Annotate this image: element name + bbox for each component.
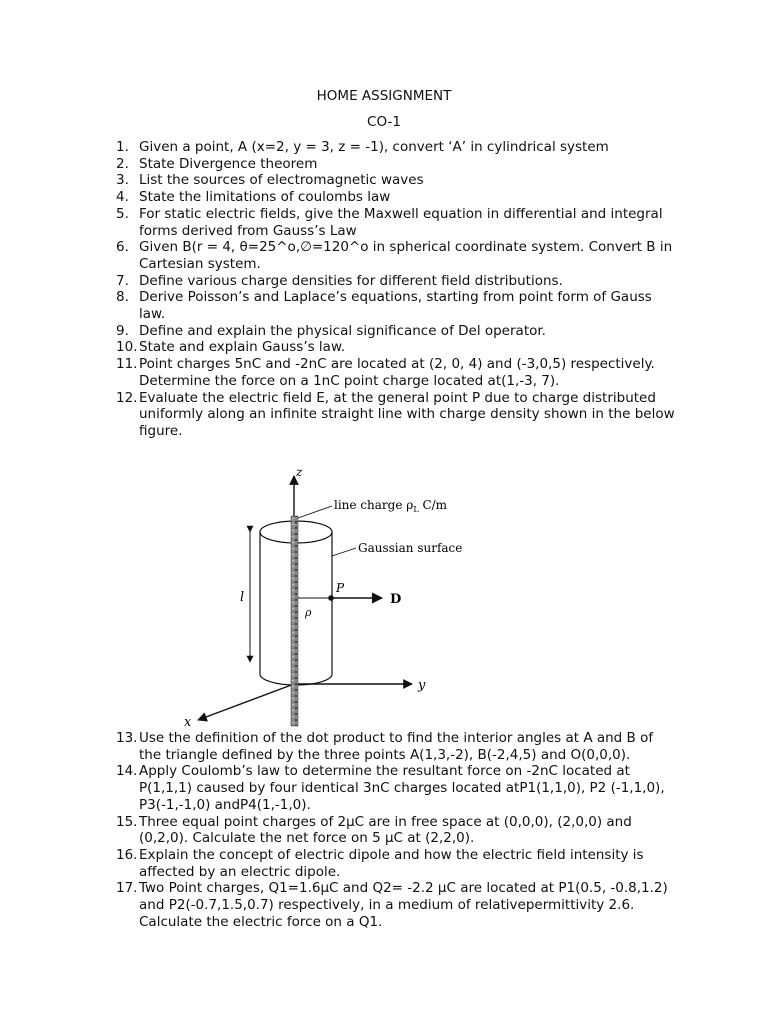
question-number: 11. xyxy=(116,356,138,373)
question-text: Evaluate the electric field E, at the general point P due to charge distributed uniformly along an infinite straight line with charge density shown in the below figure. xyxy=(139,389,675,439)
question-number: 3. xyxy=(116,172,129,189)
question-number: 8. xyxy=(116,289,129,306)
question-number: 16. xyxy=(116,846,138,863)
question-item xyxy=(116,323,676,340)
line-charge-figure xyxy=(180,466,480,730)
question-number: 12. xyxy=(116,389,138,406)
question-text: State the limitations of coulombs law xyxy=(139,189,391,206)
question-item xyxy=(116,390,676,440)
question-list-part2 xyxy=(116,730,676,930)
question-list-part1 xyxy=(116,139,676,440)
question-number: 13. xyxy=(116,730,138,746)
question-text: Point charges 5nC and -2nC are located at (2, 0, 4) and (-3,0,5) respectively. Determine the force on a 1nC point charge located at(1,-3, 7). xyxy=(139,356,655,389)
question-text: Given a point, A (x=2, y = 3, z = -1), convert ‘A’ in cylindrical system xyxy=(139,139,609,155)
question-number: 14. xyxy=(116,763,138,780)
question-item xyxy=(116,172,676,189)
z-label: z xyxy=(296,466,303,479)
question-item xyxy=(116,273,676,290)
question-text: Derive Poisson’s and Laplace’s equations, starting from point form of Gauss law. xyxy=(139,289,652,323)
question-text: Three equal point charges of 2µC are in free space at (0,0,0), (2,0,0) and (0,2,0). Calculate the net force on 5 µC at (2,2,0). xyxy=(139,813,632,847)
question-text: State Divergence theorem xyxy=(139,155,318,172)
question-text: Define various charge densities for different field distributions. xyxy=(139,272,563,289)
question-item xyxy=(116,156,676,173)
question-number: 9. xyxy=(116,322,129,339)
question-number: 6. xyxy=(116,239,129,256)
question-number: 4. xyxy=(116,189,129,206)
question-item xyxy=(116,847,676,880)
l-label: l xyxy=(240,590,245,605)
question-item xyxy=(116,880,676,930)
p-label: P xyxy=(336,581,345,595)
question-item xyxy=(116,356,676,389)
question-text: Apply Coulomb’s law to determine the resultant force on -2nC located at P(1,1,1) caused by four identical 3nC charges located atP1(1,1,0), P2 (-1,1,0), P3(-1,-1,0) andP4(1,-1,0). xyxy=(139,763,665,813)
question-item xyxy=(116,289,676,322)
question-text: Use the definition of the dot product to find the interior angles at A and B of the triangle defined by the three points A(1,3,-2), B(-2,4,5) and O(0,0,0). xyxy=(139,730,654,763)
gaussian-label: Gaussian surface xyxy=(358,541,463,555)
line-charge xyxy=(291,516,298,726)
question-text: List the sources of electromagnetic waves xyxy=(139,172,424,189)
question-number: 7. xyxy=(116,272,129,289)
question-item xyxy=(116,239,676,272)
question-item xyxy=(116,189,676,206)
question-number: 10. xyxy=(116,339,138,356)
question-text: Explain the concept of electric dipole and how the electric field intensity is affected by an electric dipole. xyxy=(139,846,644,880)
rho-label: ρ xyxy=(305,606,312,619)
question-number: 2. xyxy=(116,155,129,172)
line-charge-leader xyxy=(298,506,332,518)
question-item xyxy=(116,339,676,356)
question-item xyxy=(116,763,676,813)
question-number: 17. xyxy=(116,880,138,897)
question-text: Given B(r = 4, θ=25^o,∅=120^o in spherical coordinate system. Convert B in Cartesian system. xyxy=(139,239,673,272)
question-number: 5. xyxy=(116,205,129,222)
x-label: x xyxy=(184,715,192,730)
question-item xyxy=(116,139,676,156)
question-item xyxy=(116,814,676,847)
question-number: 1. xyxy=(116,139,129,155)
question-number: 15. xyxy=(116,813,138,830)
question-text: State and explain Gauss’s law. xyxy=(139,339,346,356)
y-label: y xyxy=(418,678,426,693)
question-text: Define and explain the physical significance of Del operator. xyxy=(139,322,546,339)
question-text: Two Point charges, Q1=1.6µC and Q2= -2.2 µC are located at P1(0.5, -0.8,1.2) and P2(-0.7,1.5,0.7) respectively, in a medium of relativepermittivity 2.6. Calculate the electric force on a Q1. xyxy=(139,880,668,930)
x-axis xyxy=(198,684,294,720)
question-text: For static electric fields, give the Maxwell equation in differential and integral forms derived from Gauss’s Law xyxy=(139,205,663,239)
question-item xyxy=(116,206,676,239)
page-subtitle: CO-1 xyxy=(367,114,401,130)
question-item xyxy=(116,730,676,763)
line-charge-label: line charge $\rho_L$ C/m xyxy=(334,498,448,514)
d-label: D xyxy=(390,592,402,607)
page-title: HOME ASSIGNMENT xyxy=(316,88,452,104)
gaussian-leader xyxy=(332,548,356,556)
